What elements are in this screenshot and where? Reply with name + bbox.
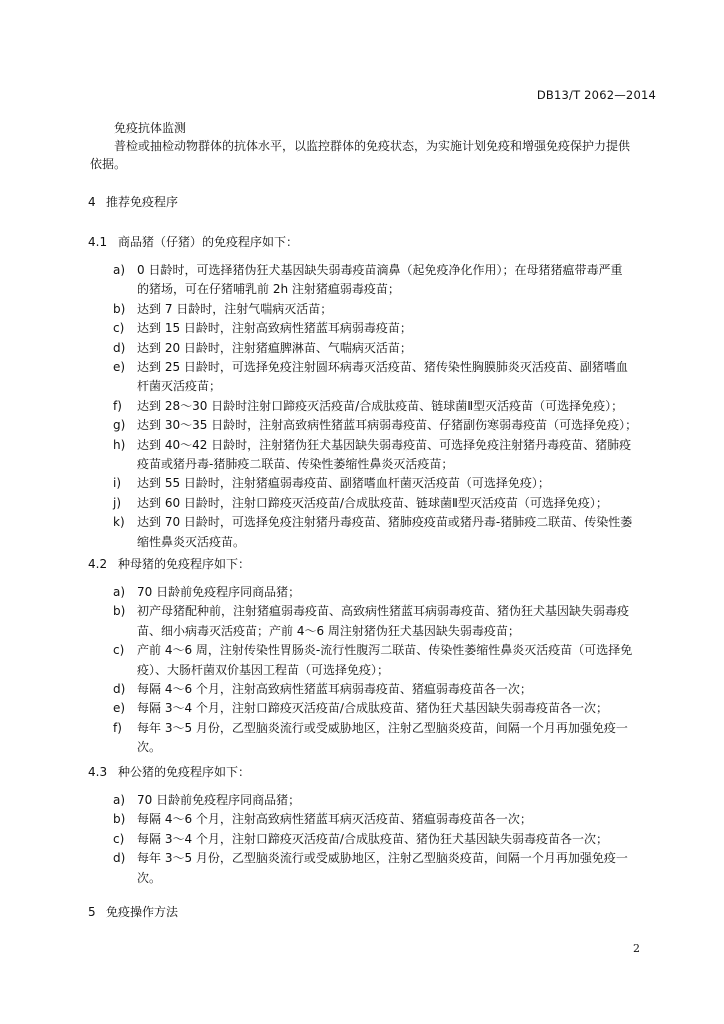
list-item-text: 达到 30～35 日龄时，注射高致病性猪蓝耳病弱毒疫苗、仔猪副伤寒弱毒疫苗（可选择免疫）； <box>137 418 638 433</box>
section-4-number: 4 <box>88 195 96 209</box>
list-item-label: e) <box>113 360 126 374</box>
list-item-text: 达到 15 日龄时，注射高致病性猪蓝耳病弱毒疫苗； <box>137 321 412 336</box>
list-item-text: 达到 25 日龄时，可选择免疫注射圆环病毒灭活疫苗、猪传染性胸膜肺炎灭活疫苗、副猪嗜血 <box>137 360 628 374</box>
list-item-text: 达到 28～30 日龄时注射口蹄疫灭活疫苗/合成肽疫苗、链球菌Ⅱ型灭活疫苗（可选择免疫）； <box>137 398 624 413</box>
list-item-text: 达到 55 日龄时，注射猪瘟弱毒疫苗、副猪嗜血杆菌灭活疫苗（可选择免疫）； <box>137 476 550 491</box>
list-item-label: a) <box>113 793 126 807</box>
list-item-text: 产前 4～6 周，注射传染性胃肠炎-流行性腹泻二联苗、传染性萎缩性鼻炎灭活疫苗（可选择免 <box>137 643 633 658</box>
list-item-text: 次。 <box>137 870 162 885</box>
section-5-number: 5 <box>88 905 96 919</box>
subsection-4-3-number: 4.3 <box>88 765 108 779</box>
list-item-text: 达到 7 日龄时，注射气喘病灭活苗； <box>137 301 333 316</box>
list-item-text: 次。 <box>137 740 162 755</box>
list-item-text: 0 日龄时，可选择猪伪狂犬基因缺失弱毒疫苗滴鼻（起免疫净化作用）；在母猪猪瘟带毒严重 <box>137 263 623 277</box>
subsection-4-3-intro: 种公猪的免疫程序如下： <box>118 765 251 779</box>
list-item-label: b) <box>113 812 126 827</box>
list-item-label: k) <box>113 515 125 530</box>
list-item-text: 70 日龄前免疫程序同商品猪； <box>137 585 301 599</box>
list-item-label: f) <box>113 720 122 735</box>
subsection-4-2-number: 4.2 <box>88 557 108 571</box>
list-item-text: 的猪场，可在仔猪哺乳前 2h 注射猪瘟弱毒疫苗； <box>137 282 400 297</box>
list-item-label: a) <box>113 263 126 277</box>
standard-number: DB13/T 2062—2014 <box>536 88 656 102</box>
list-item-text: 70 日龄前免疫程序同商品猪； <box>137 793 301 807</box>
list-item-label: c) <box>113 643 125 658</box>
list-item-label: j) <box>113 495 122 510</box>
list-item-text: 每隔 4～6 个月，注射高致病性猪蓝耳病灭活疫苗、猪瘟弱毒疫苗各一次； <box>137 812 532 827</box>
list-item-text: 每隔 4～6 个月，注射高致病性猪蓝耳病弱毒疫苗、猪瘟弱毒疫苗各一次； <box>137 682 532 696</box>
list-item-text: 每隔 3～4 个月，注射口蹄疫灭活疫苗/合成肽疫苗、猪伪狂犬基因缺失弱毒疫苗各一次； <box>137 701 608 716</box>
list-item-label: b) <box>113 301 126 316</box>
term-definition-line-1: 普检或抽检动物群体的抗体水平，以监控群体的免疫状态，为实施计划免疫和增强免疫保护力提供 <box>114 139 631 153</box>
list-item-label: d) <box>113 851 126 866</box>
list-item-text: 每年 3～5 月份，乙型脑炎流行或受威胁地区，注射乙型脑炎疫苗，间隔一个月再加强免疫一 <box>137 851 628 866</box>
subsection-4-1-intro: 商品猪（仔猪）的免疫程序如下： <box>118 235 299 249</box>
list-item-text: 达到 20 日龄时，注射猪瘟脾淋苗、气喘病灭活苗； <box>137 340 412 355</box>
list-item-text: 每年 3～5 月份，乙型脑炎流行或受威胁地区，注射乙型脑炎疫苗，间隔一个月再加强免疫一 <box>137 720 628 735</box>
list-item-text: 达到 40～42 日龄时，注射猪伪狂犬基因缺失弱毒疫苗、可选择免疫注射猪丹毒疫苗、猪肺疫 <box>137 437 632 452</box>
list-item-label: g) <box>113 418 126 433</box>
list-item-label: h) <box>113 437 126 452</box>
list-item-text: 达到 60 日龄时，注射口蹄疫灭活疫苗/合成肽疫苗、链球菌Ⅱ型灭活疫苗（可选择免疫）； <box>137 495 608 510</box>
section-4-title: 推荐免疫程序 <box>106 195 179 209</box>
list-item-text: 初产母猪配种前，注射猪瘟弱毒疫苗、高致病性猪蓝耳病弱毒疫苗、猪伪狂犬基因缺失弱毒疫 <box>137 604 630 619</box>
list-item-label: c) <box>113 831 125 846</box>
term-title: 免疫抗体监测 <box>114 121 187 135</box>
section-5-title: 免疫操作方法 <box>106 905 179 919</box>
list-item-label: b) <box>113 604 126 619</box>
subsection-4-2-intro: 种母猪的免疫程序如下： <box>118 557 251 571</box>
list-item-label: d) <box>113 682 126 696</box>
list-item-text: 疫苗或猪丹毒-猪肺疫二联苗、传染性萎缩性鼻炎灭活疫苗； <box>137 457 454 471</box>
list-item-text: 缩性鼻炎灭活疫苗。 <box>137 534 246 549</box>
list-item-label: a) <box>113 585 126 599</box>
list-item-text: 杆菌灭活疫苗； <box>137 379 222 394</box>
list-item-text: 达到 70 日龄时，可选择免疫注射猪丹毒疫苗、猪肺疫疫苗或猪丹毒-猪肺疫二联苗、传染性萎 <box>137 515 633 530</box>
list-item-text: 苗、细小病毒灭活疫苗；产前 4～6 周注射猪伪狂犬基因缺失弱毒疫苗； <box>137 623 520 638</box>
term-definition-line-2: 依据。 <box>90 157 127 171</box>
list-item-text: 疫）、大肠杆菌双价基因工程苗（可选择免疫）； <box>137 662 390 677</box>
list-item-label: c) <box>113 321 125 336</box>
subsection-4-1-number: 4.1 <box>88 235 108 249</box>
list-item-text: 每隔 3～4 个月，注射口蹄疫灭活疫苗/合成肽疫苗、猪伪狂犬基因缺失弱毒疫苗各一次； <box>137 831 608 846</box>
list-item-label: e) <box>113 701 126 716</box>
list-item-label: i) <box>113 476 122 491</box>
list-item-label: d) <box>113 340 126 355</box>
page-number: 2 <box>633 942 640 955</box>
list-item-label: f) <box>113 398 122 413</box>
